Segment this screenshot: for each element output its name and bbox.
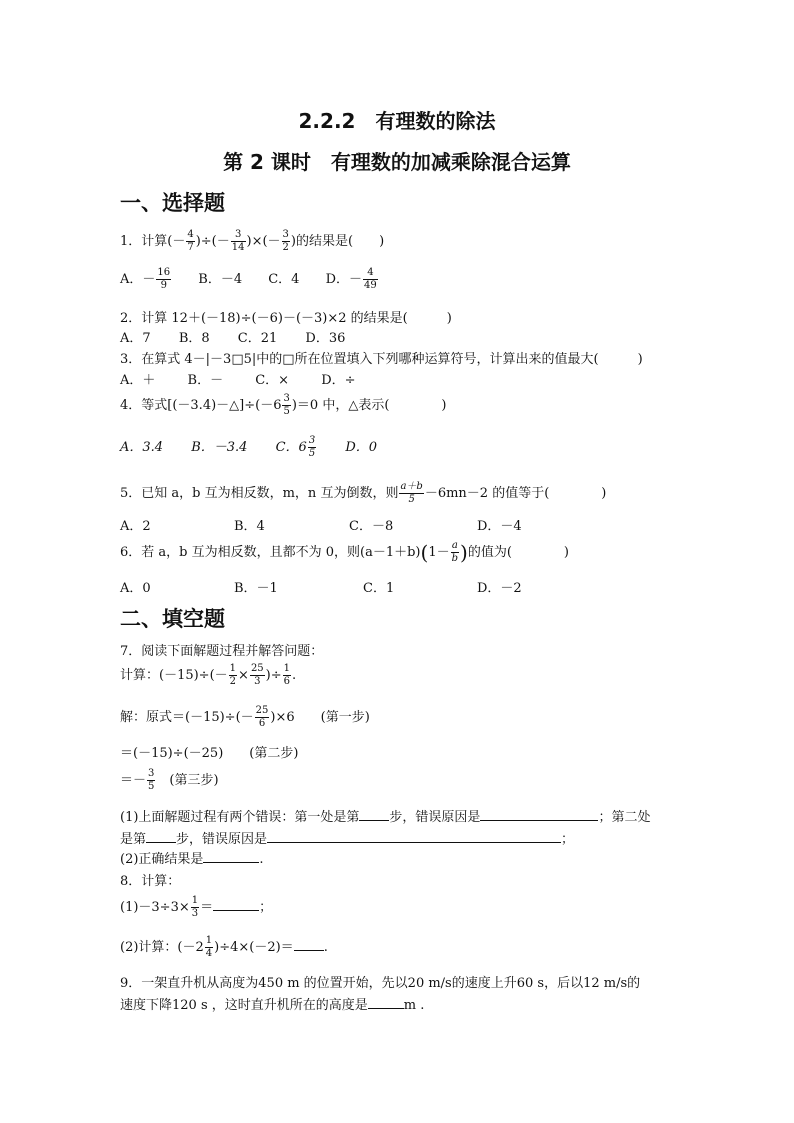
question-7-expression: 计算：(－15)÷(－ $\frac{1}{2}$ × $\frac{25}{3}$ )÷ $\frac{1}{6}$ . bbox=[120, 663, 297, 687]
option-a[interactable]: A．＋ bbox=[120, 373, 156, 388]
option-b[interactable]: B．－ bbox=[187, 373, 224, 388]
answer-blank[interactable] bbox=[359, 808, 389, 821]
answer-blank[interactable] bbox=[368, 996, 404, 1009]
option-a[interactable]: A．0 bbox=[120, 581, 151, 596]
fraction: $\frac{25}{6}$ bbox=[255, 705, 269, 729]
fraction: $\frac{1}{4}$ bbox=[205, 935, 213, 959]
option-a[interactable]: A．3.4 bbox=[120, 440, 164, 455]
option-b[interactable]: B．－3.4 bbox=[191, 440, 248, 455]
question-7-part2: (2)正确结果是 . bbox=[120, 852, 264, 867]
option-c[interactable]: C．× bbox=[255, 373, 290, 388]
option-c[interactable]: C．6 $\frac{3}{5}$ bbox=[275, 435, 316, 459]
fraction: $\frac{25}{3}$ bbox=[250, 663, 264, 687]
question-7-stem: 7．阅读下面解题过程并解答问题： bbox=[120, 644, 324, 659]
answer-blank[interactable] bbox=[480, 808, 598, 821]
question-1-stem: 1．计算(－ $\frac{4}{7}$ )÷(－ $\frac{3}{14}$ )×(－ $\frac{3}{2}$ )的结果是( ) bbox=[120, 229, 385, 253]
question-8-stem: 8．计算： bbox=[120, 874, 181, 889]
fraction: $\frac{4}{7}$ bbox=[187, 229, 194, 253]
fraction: $\frac{3}{5}$ bbox=[148, 768, 155, 792]
answer-blank[interactable] bbox=[203, 850, 259, 863]
option-a[interactable]: A．2 bbox=[120, 519, 151, 534]
question-1-options bbox=[120, 268, 379, 291]
question-5-stem: 5．已知 a，b 互为相反数，m，n 互为倒数，则 $\frac{a+b}{5}$ －6mn－2 的值等于( ) bbox=[120, 481, 607, 505]
lesson-title: 2.2.2 有理数的除法 bbox=[298, 109, 496, 133]
fraction: $\frac{1}{2}$ bbox=[229, 663, 237, 687]
question-7-solution-step3: ＝－ $\frac{3}{5}$ (第三步) bbox=[120, 768, 219, 792]
question-8-part1: (1)－3÷3× $\frac{1}{3}$ ＝ ； bbox=[120, 895, 273, 919]
fraction: $\frac{3}{5}$ bbox=[283, 393, 290, 417]
option-a[interactable]: A．7 bbox=[120, 331, 151, 346]
fraction: $\frac{1}{6}$ bbox=[283, 663, 291, 687]
section-fill-heading: 二、填空题 bbox=[120, 607, 225, 631]
answer-blank[interactable] bbox=[294, 938, 324, 951]
option-b[interactable]: B．4 bbox=[234, 519, 265, 534]
question-2-stem: 2．计算 12＋(－18)÷(－6)－(－3)×2 的结果是( ) bbox=[120, 311, 452, 326]
answer-blank[interactable] bbox=[213, 898, 259, 911]
question-4-stem: 4．等式[(－3.4)－△]÷(－6 $\frac{3}{5}$ )＝0 中，△表示( ) bbox=[120, 393, 447, 417]
question-2-options bbox=[120, 327, 345, 346]
question-9-line1: 9．一架直升机从高度为450 m 的位置开始，先以20 m/s的速度上升60 s，后以12 m/s的 bbox=[120, 976, 641, 991]
question-4-options bbox=[120, 436, 377, 459]
option-d[interactable]: D．÷ bbox=[321, 373, 356, 388]
option-d[interactable]: D．－4 bbox=[477, 519, 522, 534]
option-d[interactable]: D．－2 bbox=[477, 581, 522, 596]
question-7-solution-step1: 解：原式＝(－15)÷(－ $\frac{25}{6}$ )×6 (第一步) bbox=[120, 705, 370, 729]
option-c[interactable]: C．4 bbox=[268, 272, 300, 287]
option-d[interactable]: D．0 bbox=[345, 440, 378, 455]
question-7-part1-line1: (1)上面解题过程有两个错误：第一处是第 步，错误原因是 ；第二处 bbox=[120, 810, 651, 825]
fraction: $\frac{a+b}{5}$ bbox=[400, 481, 423, 505]
option-b[interactable]: B．8 bbox=[178, 331, 210, 346]
option-c[interactable]: C．21 bbox=[237, 331, 278, 346]
option-c[interactable]: C．－8 bbox=[349, 519, 394, 534]
fraction: $\frac{a}{b}$ bbox=[451, 540, 458, 564]
lesson-subtitle: 第 2 课时 有理数的加减乘除混合运算 bbox=[223, 150, 571, 174]
section-choice-heading: 一、选择题 bbox=[120, 191, 225, 215]
question-9-line2: 速度下降120 s ，这时直升机所在的高度是 m . bbox=[120, 998, 425, 1013]
question-7-solution-step2: ＝(－15)÷(－25) (第二步) bbox=[120, 746, 299, 761]
option-b[interactable]: B．－1 bbox=[234, 581, 278, 596]
fraction: $\frac{3}{2}$ bbox=[282, 229, 289, 253]
question-8-part2: (2)计算：(－2 $\frac{1}{4}$ )÷4×(－2)＝ . bbox=[120, 935, 328, 959]
question-6-stem: 6．若 a，b 互为相反数，且都不为 0，则(a－1＋b)(1－ $\frac{a}{b}$ )的值为( ) bbox=[120, 540, 569, 565]
question-3-options bbox=[120, 369, 356, 388]
option-d[interactable]: D．－ $\frac{4}{49}$ bbox=[325, 267, 377, 291]
question-7-part1-line2: 是第 步，错误原因是 ； bbox=[120, 832, 575, 847]
option-a[interactable]: A．－ $\frac{16}{9}$ bbox=[120, 267, 171, 291]
option-d[interactable]: D．36 bbox=[305, 331, 346, 346]
option-b[interactable]: B．－4 bbox=[198, 272, 243, 287]
fraction: $\frac{1}{3}$ bbox=[191, 895, 199, 919]
question-3-stem: 3．在算式 4－|－3□5|中的□所在位置填入下列哪种运算符号，计算出来的值最大( ) bbox=[120, 352, 643, 367]
option-c[interactable]: C．1 bbox=[363, 581, 395, 596]
fraction: $\frac{3}{14}$ bbox=[231, 229, 245, 253]
answer-blank[interactable] bbox=[146, 830, 176, 843]
answer-blank[interactable] bbox=[267, 830, 561, 843]
